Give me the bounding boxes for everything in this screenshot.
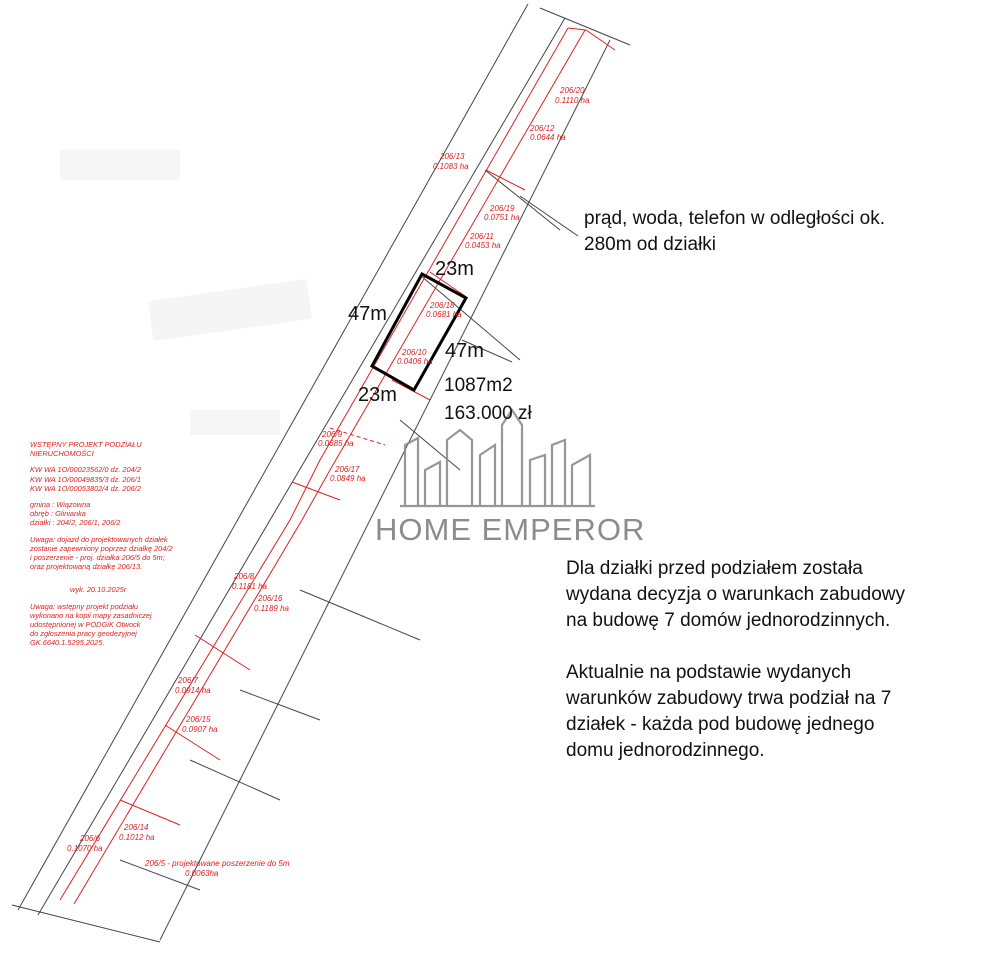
notes-kw-3: KW WA 1O/00053802/4 dz. 206/2 — [30, 483, 141, 493]
plot-206-15-id: 206/15 — [186, 715, 211, 724]
plot-206-20-id: 206/20 — [560, 86, 585, 95]
utilities-line-2: 280m od działki — [584, 234, 717, 255]
notes-remark2-3: udostępnionej w PODGiK Otwock — [30, 620, 141, 630]
description-line-1: Dla działki przed podziałem została — [566, 558, 863, 579]
notes-remark-4: oraz projektowaną działkę 206/13. — [30, 562, 143, 572]
plot-206-19-area: 0.0751 ha — [484, 213, 520, 222]
plot-206-10-id: 206/10 — [402, 348, 427, 357]
plot-206-10-area: 0.0406 ha — [397, 357, 433, 366]
notes-kw-2: KW WA 1O/00049835/3 dz. 206/1 — [30, 474, 141, 484]
plot-206-12-id: 206/12 — [530, 124, 555, 133]
notes-title-line-1: WSTĘPNY PROJEKT PODZIAŁU — [30, 440, 142, 449]
offer-block — [444, 372, 532, 428]
plot-206-13-id: 206/13 — [440, 152, 465, 161]
utilities-annotation — [584, 206, 885, 258]
utilities-pointer-line — [520, 196, 578, 236]
plot-206-17-id: 206/17 — [335, 465, 360, 474]
offer-area: 1087m2 — [444, 375, 513, 396]
notes-date: wyk. 20.10.2025r — [70, 585, 127, 595]
plot-206-19-id: 206/19 — [490, 204, 515, 213]
plot-206-6-area: 0.1070 ha — [67, 844, 103, 853]
description-line-3: na budowę 7 domów jednorodzinnych. — [566, 610, 891, 631]
plot-206-14-area: 0.1012 ha — [119, 833, 155, 842]
plot-206-15-area: 0.0907 ha — [182, 725, 218, 734]
dimension-bottom: 23m — [358, 384, 397, 406]
description-annotation — [566, 556, 905, 764]
plot-206-8-id: 206/8 — [234, 572, 255, 581]
plot-206-9-id: 206/9 — [322, 430, 343, 439]
notes-location-3: działki : 204/2, 206/1, 206/2 — [30, 518, 121, 528]
plot-206-16-area: 0.1189 ha — [254, 604, 289, 613]
dimension-top: 23m — [435, 258, 474, 280]
notes-remark2-2: wykonano na kopii mapy zasadniczej — [30, 610, 152, 620]
plot-206-7-id: 206/7 — [178, 676, 199, 685]
dimension-left: 47m — [348, 303, 387, 325]
plot-206-9-area: 0.0685 ha — [318, 439, 354, 448]
notes-kw-1: KW WA 1O/00023562/0 dz. 204/2 — [30, 465, 141, 475]
offer-price: 163.000 zł — [444, 403, 532, 424]
widening-label: 206/5 - projektowane poszerzenie do 5m — [145, 859, 290, 868]
description-line-2: wydana decyzja o warunkach zabudowy — [566, 584, 906, 605]
utilities-line-1: prąd, woda, telefon w odległości ok. — [584, 208, 886, 229]
plot-206-11-id: 206/11 — [470, 232, 494, 241]
brand-name: HOME EMPEROR — [375, 512, 646, 547]
plot-206-20-area: 0.1110 ha — [555, 96, 590, 105]
notes-remark2-1: Uwaga: wstępny projekt podziału — [30, 601, 139, 611]
project-notes — [30, 440, 200, 648]
map-background-smudges — [60, 150, 312, 435]
notes-location-2: obręb : Glinianka — [30, 509, 86, 519]
plot-206-8-area: 0.1181 ha — [232, 582, 267, 591]
description-line-7: domu jednorodzinnego. — [566, 740, 765, 761]
plot-206-17-area: 0.0849 ha — [330, 474, 366, 483]
description-line-4: Aktualnie na podstawie wydanych — [566, 662, 852, 683]
notes-remark-1: Uwaga: dojazd do projektowanych działek — [30, 534, 168, 544]
plot-206-14-id: 206/14 — [124, 823, 149, 832]
notes-remark2-4: do zgłoszenia pracy geodezyjnej — [30, 629, 137, 639]
description-line-6: działek - każda pod budowę jednego — [566, 714, 875, 735]
widening-area: 0.0063ha — [185, 869, 219, 878]
plot-206-13-area: 0.1083 ha — [433, 162, 469, 171]
dimension-right: 47m — [445, 340, 484, 362]
description-line-5: warunków zabudowy trwa podział na 7 — [566, 688, 892, 709]
plot-206-18-id: 206/18 — [430, 301, 455, 310]
plot-206-12-area: 0.0644 ha — [530, 133, 566, 142]
plot-206-11-area: 0.0453 ha — [465, 241, 501, 250]
notes-location-1: gmina : Wiązowna — [30, 500, 91, 510]
notes-title-line-2: NIERUCHOMOŚCI — [30, 449, 94, 459]
plot-206-6-id: 206/6 — [80, 834, 101, 843]
plot-206-18-area: 0.0681 ha — [426, 310, 462, 319]
notes-remark2-5: GK.6640.1.5295.2025. — [30, 638, 105, 648]
plot-206-16-id: 206/16 — [258, 594, 283, 603]
plot-206-7-area: 0.0914 ha — [175, 686, 211, 695]
notes-remark-2: zostanie zapewniony poprzez działkę 204/2 — [30, 543, 173, 553]
notes-remark-3: i poszerzenie - proj. działka 206/5 do 5m; — [30, 553, 165, 563]
